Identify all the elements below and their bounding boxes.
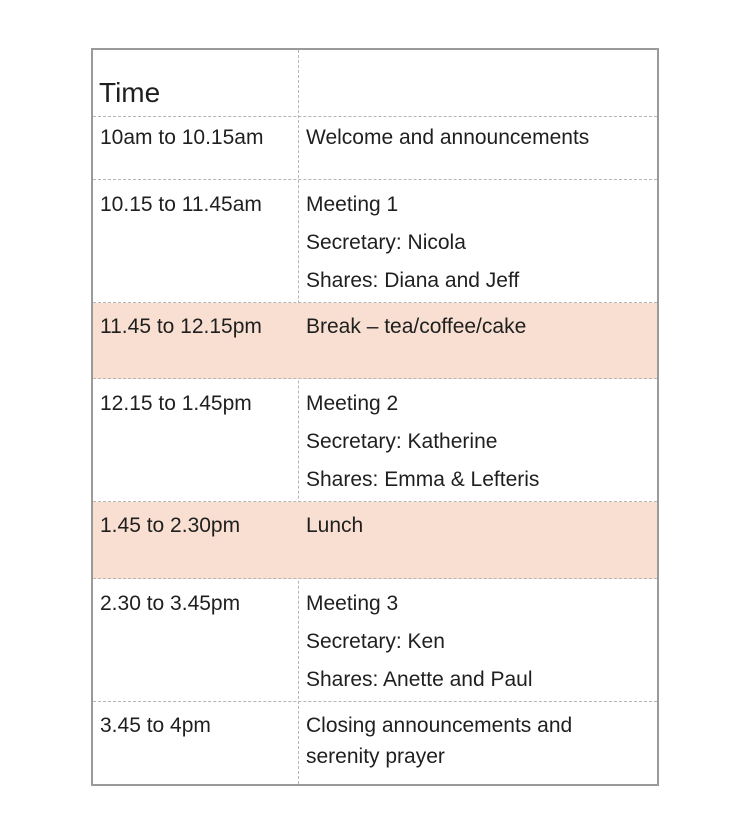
activity-line: Meeting 3: [306, 592, 399, 615]
time-cell: 12.15 to 1.45pm: [100, 392, 252, 415]
table-row: [93, 379, 657, 502]
activity-line: Secretary: Ken: [306, 630, 445, 653]
activity-line: Secretary: Nicola: [306, 231, 466, 254]
time-cell: 11.45 to 12.15pm: [100, 315, 262, 338]
header-time-label: Time: [99, 77, 161, 108]
activity-cell: [306, 186, 519, 300]
table-row-highlighted: [93, 303, 657, 379]
table-row: [93, 117, 657, 180]
activity-line: Meeting 2: [306, 392, 399, 415]
activity-line: Shares: Anette and Paul: [306, 668, 533, 691]
activity-cell: [306, 385, 539, 499]
table-row-highlighted: [93, 502, 657, 579]
time-cell: 10am to 10.15am: [100, 126, 264, 149]
activity-line: Secretary: Katherine: [306, 430, 498, 453]
table-row: [93, 702, 657, 784]
table-row: [93, 579, 657, 702]
activity-cell: [306, 710, 572, 772]
time-cell: 2.30 to 3.45pm: [100, 592, 241, 615]
time-cell: 10.15 to 11.45am: [100, 193, 262, 216]
table-row: [93, 180, 657, 303]
schedule-table: [91, 48, 659, 786]
time-cell: 3.45 to 4pm: [100, 714, 211, 737]
activity-line: serenity prayer: [306, 745, 445, 768]
time-cell: 1.45 to 2.30pm: [100, 514, 241, 537]
activity-cell: [306, 308, 526, 346]
activity-cell: [306, 507, 363, 545]
activity-cell: [306, 585, 533, 699]
activity-line: Welcome and announcements: [306, 126, 590, 149]
activity-line: Shares: Diana and Jeff: [306, 269, 520, 292]
header-row: [93, 50, 657, 117]
activity-line: Meeting 1: [306, 193, 399, 216]
activity-line: Closing announcements and: [306, 714, 573, 737]
activity-line: Break – tea/coffee/cake: [306, 315, 527, 338]
activity-line: Shares: Emma & Lefteris: [306, 468, 540, 491]
activity-line: Lunch: [306, 514, 364, 537]
activity-cell: [306, 119, 589, 157]
